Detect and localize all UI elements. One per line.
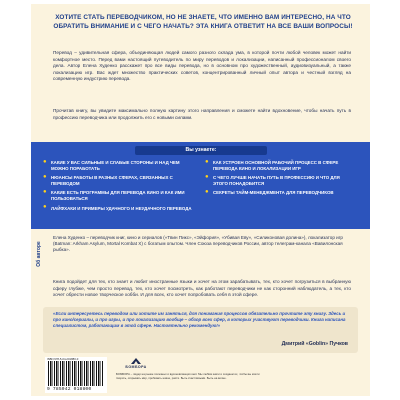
learn-item (43, 175, 193, 186)
learn-title: Вы узнаете: (135, 146, 267, 155)
learn-item (43, 160, 193, 171)
barcode-bars (48, 361, 104, 386)
learn-item (205, 160, 355, 171)
learn-item-text: НЮАНСЫ РАБОТЫ В РАЗНЫХ СФЕРАХ, СВЯЗАННЫХ С ПЕРЕВОДОМ (51, 175, 173, 186)
publisher-imprint: БОМБОРА – лидер на рынке полезных и вдохновляющих книг. Мы любим книги и создаем их, чтобы вы могли творить, открывать мир, пробовать новое, расти. Быть счастливыми. Быть на волне. (116, 372, 260, 380)
barcode-number: 9 785042 018800 (47, 387, 92, 392)
learn-item (43, 190, 193, 201)
quote-text: «Если интересуетесь переводом или хотите им заняться, для понимания процессов обязательно прочтите эту книгу. Здесь и про кино/сериалы, и про игры, и про локализацию вообще – обзор всех сфер, в которых участвуют переводчики. Книга написана специалистом, работающим в этой сфере. Настоятельно рекомендую!» (53, 311, 346, 329)
bullet-icon: ● (43, 188, 47, 195)
learn-item-text: С ЧЕГО ЛУЧШЕ НАЧАТЬ ПУТЬ В ПРОФЕССИЮ И ЧТО ДЛЯ ЭТОГО ПОНАДОБИТСЯ (213, 175, 340, 186)
learn-item (205, 175, 355, 186)
bullet-icon: ● (43, 173, 47, 180)
intro-paragraph: Перевод – удивительная сфера, объединяющая людей самого разного склада ума, в которой почти любой человек может найти комфортное место. Перед вами настоящий путеводитель по миру переводов и локализации, написанный профессионалом своего дела. Автор Елена Худенко расскажет про все виды перевода, но в основном про художественный, аудиовизуальный, а также локализацию игр. Вас ждет множество практических советов, концентрированный личный опыт автора и честный взгляд на современную индустрию перевода. (53, 50, 351, 81)
bullet-icon: ● (205, 188, 209, 195)
learn-item-text: СЕКРЕТЫ ТАЙМ-МЕНЕДЖМЕНТА ДЛЯ ПЕРЕВОДЧИКОВ (213, 190, 334, 196)
back-cover (31, 4, 370, 396)
quote-box (43, 307, 358, 353)
publisher-logo (116, 357, 156, 371)
bullet-icon: ● (205, 173, 209, 180)
second-paragraph: Прочитав книгу, вы увидите максимально полную картину этого направления и сможете найти вдохновение, чтобы начать путь в профессию переводчика или продолжить его с новыми силами. (53, 108, 351, 120)
learn-item (205, 190, 355, 196)
author-section (31, 233, 370, 275)
bullet-icon: ● (43, 204, 47, 211)
third-paragraph: Книга подойдет для тех, кто знает и любит иностранные языки и хочет на этом зарабатывать, тех, кто хочет погрузиться в выбранную сферу глубже, чем просто перевод, тех, кто хочет посмотреть, как работают переводчики не как сторонний наблюдатель, а тех, кто хочет обрести новое творческое хобби. И для всех, кто хочет попробовать себя в этой сфере. (53, 279, 351, 297)
bullet-icon: ● (43, 158, 47, 165)
quote-author: Дмитрий «Goblin» Пучков (281, 341, 348, 347)
isbn-label: ISBN 978-5-04-201880-0 (47, 357, 79, 361)
learn-item (43, 206, 193, 212)
learn-list-right (205, 160, 355, 200)
learn-item-text: КАКИЕ ЕСТЬ ПРОГРАММЫ ДЛЯ ПЕРЕВОДА КИНО И КАК ИМИ ПОЛЬЗОВАТЬСЯ (51, 190, 185, 201)
learn-item-text: ЛАЙФХАКИ И ПРИМЕРЫ УДАЧНОГО И НЕУДАЧНОГО ПЕРЕВОДА (51, 205, 192, 211)
bombora-logo-icon (130, 357, 142, 365)
learn-item-text: КАКИЕ У ВАС СИЛЬНЫЕ И СЛАБЫЕ СТОРОНЫ И НАД ЧЕМ МОЖНО ПОРАБОТАТЬ (51, 160, 180, 171)
learn-section (31, 142, 370, 229)
author-label: Об авторе (36, 241, 42, 267)
headline: ХОТИТЕ СТАТЬ ПЕРЕВОДЧИКОМ, НО НЕ ЗНАЕТЕ, ЧТО ИМЕННО ВАМ ИНТЕРЕСНО, НА ЧТО ОБРАТИТЬ ВНИМАНИЕ И С ЧЕГО НАЧАТЬ? ЭТА КНИГА ОТВЕТИТ НА ВСЕ ВАШИ ВОПРОСЫ! (53, 14, 353, 30)
barcode (45, 357, 107, 393)
learn-list-left (43, 160, 193, 215)
author-bio: Елена Худенко – переводчик книг, кино и сериалов («Твин Пикс», «Эйфория», «Убивая Еву», «Силиконовая долина»), локализатор игр (Batman: Arkham Asylum, Mortal Kombat X) с богатым опытом. Член Союза переводчиков России, автор телеграм-канала «Вавилонская рыбка». (53, 235, 343, 253)
learn-item-text: КАК УСТРОЕН ОСНОВНОЙ РАБОЧИЙ ПРОЦЕСС В СФЕРЕ ПЕРЕВОДА КИНО И ЛОКАЛИЗАЦИИ ИГР (213, 160, 339, 171)
publisher-name: БОМБОРА (125, 365, 147, 369)
bullet-icon: ● (205, 158, 209, 165)
